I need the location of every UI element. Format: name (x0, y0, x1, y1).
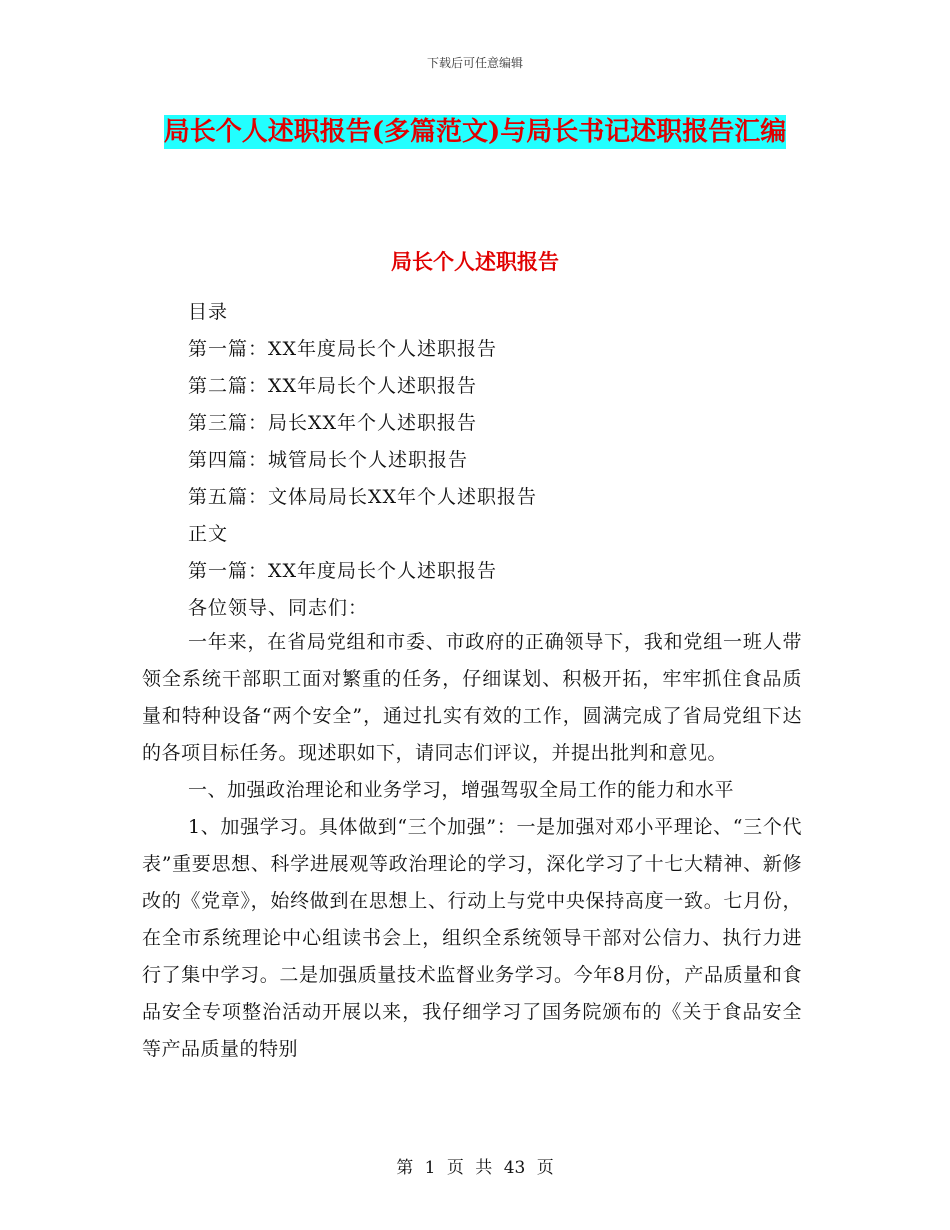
chapter-heading: 第一篇：XX年度局长个人述职报告 (188, 560, 498, 582)
paragraph-study: 1、加强学习。具体做到“三个加强”：一是加强对邓小平理论、“三个代表”重要思想、科学进展观等政治理论的学习，深化学习了十七大精神、新修改的《党章》，始终做到在思想上、行动上与党中央保持高度一致。七月份，在全市系统理论中心组读书会上，组织全系统领导干部对公信力、执行力进行了集中学习。二是加强质量技术监督业务学习。今年8月份，产品质量和食品安全专项整治活动开展以来，我仔细学习了国务院颁布的《关于食品安全等产品质量的特别 (142, 816, 802, 1060)
toc-item: 第三篇：局长XX年个人述职报告 (188, 412, 478, 434)
page-header-note: 下载后可任意编辑 (426, 56, 523, 70)
document-title (140, 110, 810, 154)
section-title: 局长个人述职报告 (391, 249, 559, 274)
page-footer: 第 1 页 共 43 页 (396, 1158, 554, 1178)
toc-item: 第四篇：城管局长个人述职报告 (188, 449, 469, 471)
toc-item: 第五篇：文体局局长XX年个人述职报告 (188, 486, 538, 508)
toc-item: 第一篇：XX年度局长个人述职报告 (188, 338, 498, 360)
body-label: 正文 (188, 523, 229, 545)
toc-item: 第二篇：XX年局长个人述职报告 (188, 375, 478, 397)
paragraph-intro: 一年来，在省局党组和市委、市政府的正确领导下，我和党组一班人带领全系统干部职工面对繁重的任务，仔细谋划、积极开拓，牢牢抓住食品质量和特种设备“两个安全”，通过扎实有效的工作，圆满完成了省局党组下达的各项目标任务。现述职如下，请同志们评议，并提出批判和意见。 (142, 631, 802, 764)
body-text (142, 624, 802, 1068)
document-title-text: 局长个人述职报告(多篇范文)与局长书记述职报告汇编 (163, 117, 787, 147)
salutation: 各位领导、同志们： (188, 597, 369, 619)
table-of-contents (188, 294, 828, 627)
toc-heading: 目录 (188, 301, 229, 323)
section-heading-1: 一、加强政治理论和业务学习，增强驾驭全局工作的能力和水平 (188, 779, 735, 801)
